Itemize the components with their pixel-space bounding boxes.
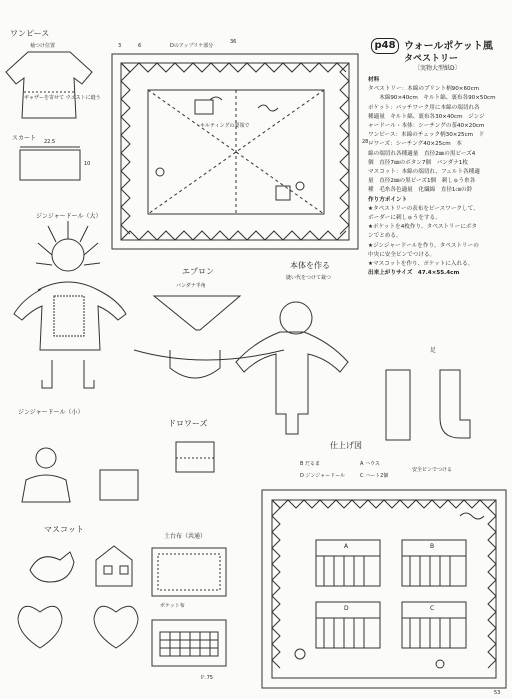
page-number: 53: [494, 690, 501, 696]
skirt-label: スカート: [12, 135, 37, 142]
materials-section: [368, 76, 508, 278]
sleeve-note: 袖つけ位置: [30, 43, 56, 49]
points-line: ★ポケットを4枚作り、タペストリーにボタ: [368, 224, 477, 231]
points-heading: 作り方ポイント: [368, 196, 408, 203]
pocket-frame-label: 土台布（共通）: [164, 533, 207, 540]
materials-line: 種適量 キルト綿、裏布各30×40cm ジンジ: [368, 113, 485, 120]
drawers-label: ドロワーズ: [168, 419, 208, 428]
pocket-letter-c: C: [430, 605, 435, 612]
materials-line: 種 毛糸各色適量 化繊綿 直径1㎝の鈴: [368, 187, 473, 194]
points-line: ボーダーに刺しゅうをする。: [368, 215, 441, 222]
materials-line: 綿の端切れ各種適量 直径2㎜の黒ビーズ4: [368, 150, 476, 157]
pocket-letter-d: D: [344, 605, 349, 612]
materials-line: ポケット：パッチワーク用に本綿の端切れ各: [368, 104, 480, 111]
ginger-big-label: ジンジャードール（大）: [36, 213, 102, 220]
legend-d: D ジンジャードール: [300, 473, 345, 479]
dimension-side: 28: [362, 139, 369, 145]
legend-a: A ハウス: [360, 461, 380, 467]
shoe-label: 足: [430, 347, 437, 354]
footer-mark: Ｐ.75: [200, 675, 213, 681]
skirt-width: 22.5: [44, 139, 56, 145]
materials-line: マスコット：本綿の端切れ、フェルト各種適: [368, 169, 480, 176]
tape-note: Dのアップリケ部分: [170, 43, 214, 49]
apron-note: バンダナ半角: [176, 283, 206, 289]
page-number-badge: p48: [371, 38, 399, 54]
gather-note: ギャザーを寄せて ウエストに縫う: [24, 95, 101, 101]
page-title-line2: タペストリー: [404, 54, 459, 64]
materials-line: 木綿90×40cm キルト綿、裏布各90×50cm: [368, 95, 496, 102]
dimension-top: 36: [230, 39, 237, 45]
pocket-letter-b: B: [430, 543, 435, 550]
materials-line: 個 直径7㎜のボタン7個 バンダナ1枚: [368, 159, 468, 166]
onepiece-label: ワンピース: [10, 29, 50, 38]
pattern-reference: 〔実物大型紙D〕: [414, 65, 461, 72]
dimension-6: 6: [138, 43, 142, 49]
materials-line: ワンピース：本綿のチェック柄30×25cm ド: [368, 132, 485, 139]
quilt-note: キルティングの要領で: [200, 123, 250, 129]
apron-label: エプロン: [182, 267, 214, 276]
finished-size: 出来上がりサイズ 47.4×55.4cm: [368, 270, 460, 277]
pocket-note: ポケット布: [160, 603, 185, 609]
body-note: 縫い代をつけて裁つ: [286, 275, 332, 281]
body-label: 本体を作る: [290, 261, 330, 270]
ginger-small-label: ジンジャードール（小）: [18, 409, 84, 416]
pocket-letter-a: A: [344, 543, 349, 550]
legend-note: 安全ピンでつける: [412, 467, 453, 473]
skirt-height: 10: [84, 161, 91, 167]
points-line: ★マスコットを作り、ポケットに入れる。: [368, 261, 474, 268]
legend-c: C ハート2個: [360, 473, 389, 479]
mascot-label: マスコット: [44, 525, 84, 534]
materials-heading: 材料: [368, 77, 380, 83]
points-line: ンでとめる。: [368, 233, 402, 240]
finish-label: 仕上げ図: [330, 441, 362, 450]
materials-line: 量 直径2㎜の黒ビーズ1個 刺しゅう糸各: [368, 178, 476, 185]
legend-b: B だるま: [300, 461, 321, 467]
page-title: ウォールポケット風: [404, 41, 493, 52]
points-line: ★タペストリーの表布をピースワークして、: [368, 205, 479, 212]
materials-line: タペストリー：本綿のプリント柄90×60cm: [368, 86, 480, 93]
points-line: 中央に安全ピンでつける。: [368, 251, 436, 258]
materials-line: ャードール・本体：シーチングの茶40×20cm: [368, 123, 485, 130]
materials-line: ロワーズ：シーチング40×25cm 本: [368, 141, 462, 148]
points-line: ★ジンジャードールを作り、タペストリーの: [368, 242, 479, 249]
dimension-3: 3: [118, 43, 122, 49]
